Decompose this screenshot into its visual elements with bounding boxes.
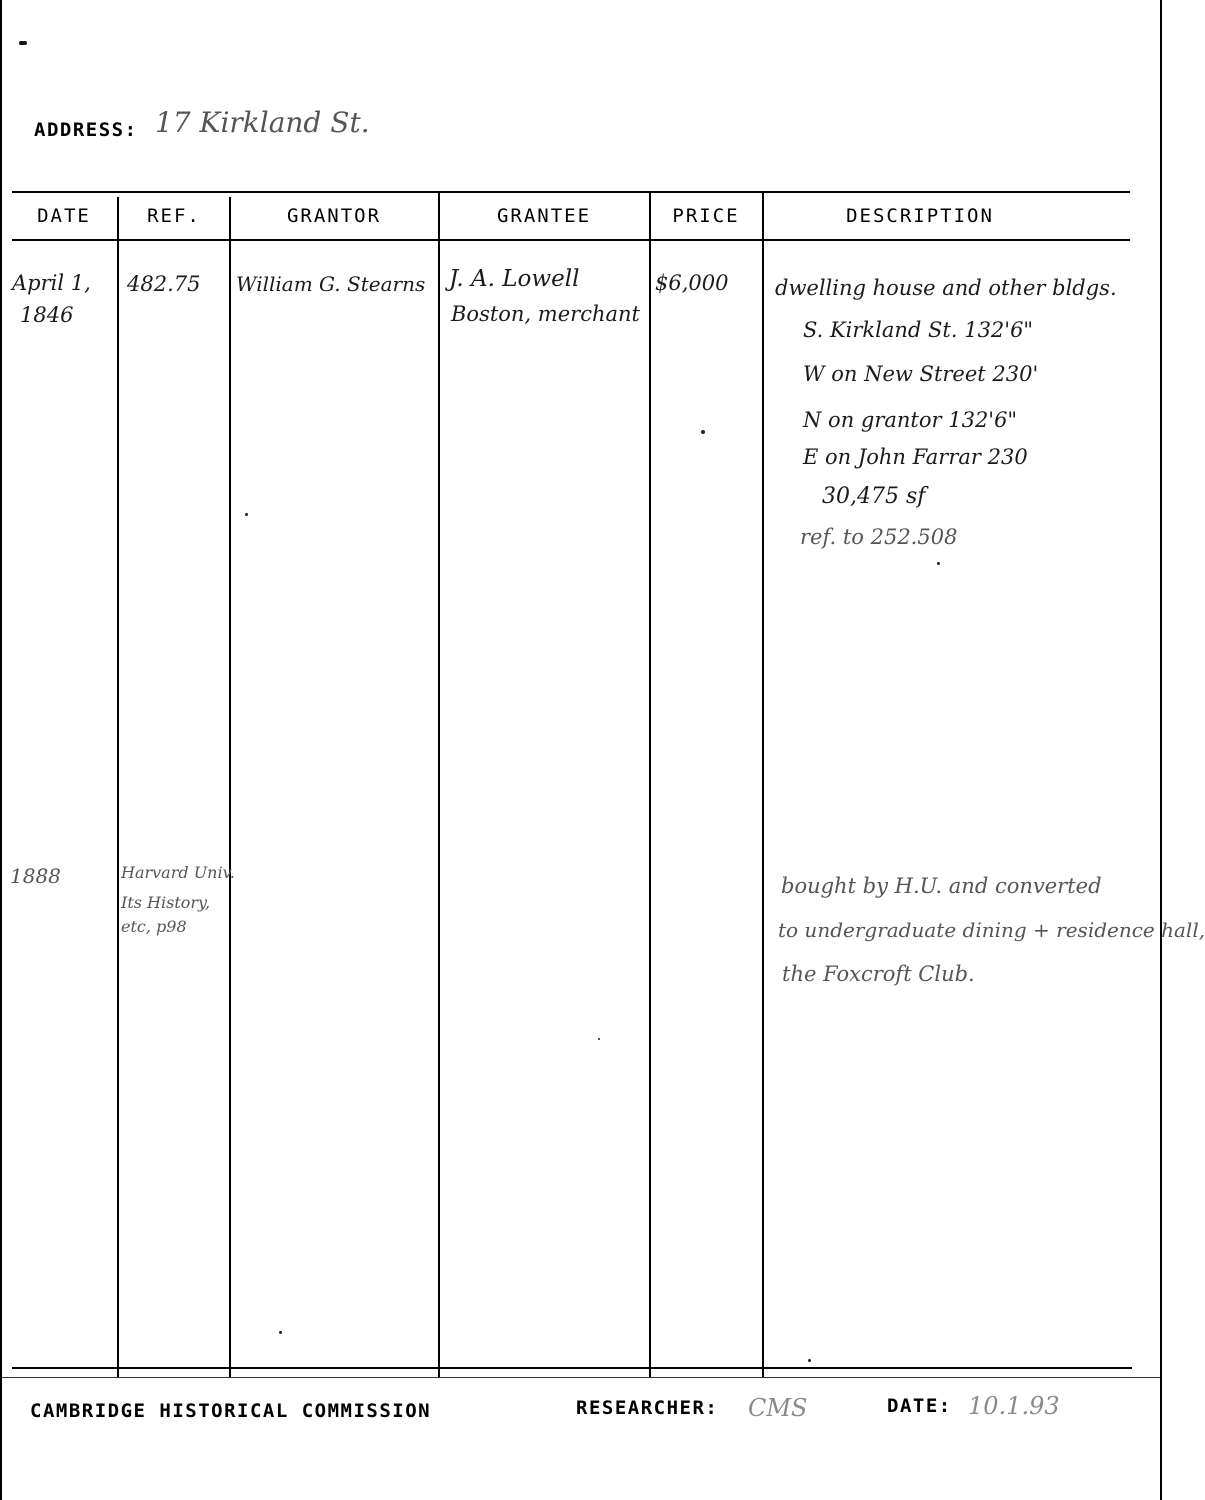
researcher-value: CMS [748, 1394, 808, 1422]
column-header-ref: REF. [147, 205, 201, 227]
entry-1-description-line-7: ref. to 252.508 [800, 525, 958, 549]
entry-1-description-line-6: 30,475 sf [822, 484, 926, 509]
column-header-date: DATE [37, 205, 91, 227]
entry-1-description-line-3: W on New Street 230' [803, 362, 1039, 386]
entry-1-description-line-1: dwelling house and other bldgs. [775, 276, 1117, 300]
table-top-rule [12, 191, 1130, 193]
column-divider-grantee-price [649, 191, 651, 1377]
entry-2-date: 1888 [10, 864, 61, 888]
entry-2-description-line-3: the Foxcroft Club. [782, 962, 975, 986]
table-bottom-rule [12, 1367, 1132, 1369]
stray-mark [937, 562, 940, 565]
column-header-price: PRICE [672, 205, 740, 227]
entry-1-description-line-5: E on John Farrar 230 [803, 445, 1028, 469]
column-header-grantee: GRANTEE [496, 205, 592, 227]
header-bottom-rule [12, 239, 1130, 241]
column-divider-grantor-grantee [438, 191, 440, 1377]
entry-1-year: 1846 [20, 303, 74, 327]
stray-mark [808, 1359, 811, 1362]
column-divider-ref-grantor [229, 197, 231, 1377]
page-edge-right [1160, 0, 1162, 1500]
stray-mark [598, 1038, 600, 1040]
address-label: ADDRESS: [34, 119, 138, 141]
entry-1-description-line-4: N on grantor 132'6" [803, 408, 1018, 432]
entry-2-ref-line-1: Harvard Univ. [121, 863, 235, 882]
scan-speck [19, 41, 27, 45]
entry-2-ref-line-3: etc, p98 [121, 917, 187, 936]
researcher-label: RESEARCHER: [576, 1397, 719, 1419]
stray-mark [701, 430, 705, 434]
entry-1-grantee-occupation: Boston, merchant [451, 302, 640, 326]
entry-2-description-line-1: bought by H.U. and converted [781, 874, 1102, 898]
footer-rule [2, 1377, 1160, 1378]
footer-date-label: DATE: [887, 1395, 952, 1417]
entry-1-date: April 1, [12, 271, 91, 295]
column-divider-date-ref [117, 197, 119, 1377]
commission-name: CAMBRIDGE HISTORICAL COMMISSION [30, 1400, 432, 1422]
stray-mark [245, 513, 248, 516]
column-divider-price-description [762, 191, 764, 1377]
column-header-grantor: GRANTOR [286, 205, 382, 227]
footer-date-value: 10.1.93 [968, 1392, 1060, 1420]
entry-1-description-line-2: S. Kirkland St. 132'6" [803, 318, 1034, 342]
address-value: 17 Kirkland St. [155, 106, 370, 139]
page-edge-left [0, 0, 2, 1500]
entry-1-ref: 482.75 [127, 272, 201, 296]
column-header-description: DESCRIPTION [846, 205, 994, 227]
entry-2-ref-line-2: Its History, [121, 893, 211, 912]
entry-1-grantor: William G. Stearns [236, 272, 426, 296]
entry-2-description-line-2: to undergraduate dining + residence hall, [778, 918, 1205, 942]
stray-mark [279, 1331, 282, 1334]
entry-1-price: $6,000 [655, 271, 729, 295]
entry-1-grantee-name: J. A. Lowell [449, 266, 580, 292]
